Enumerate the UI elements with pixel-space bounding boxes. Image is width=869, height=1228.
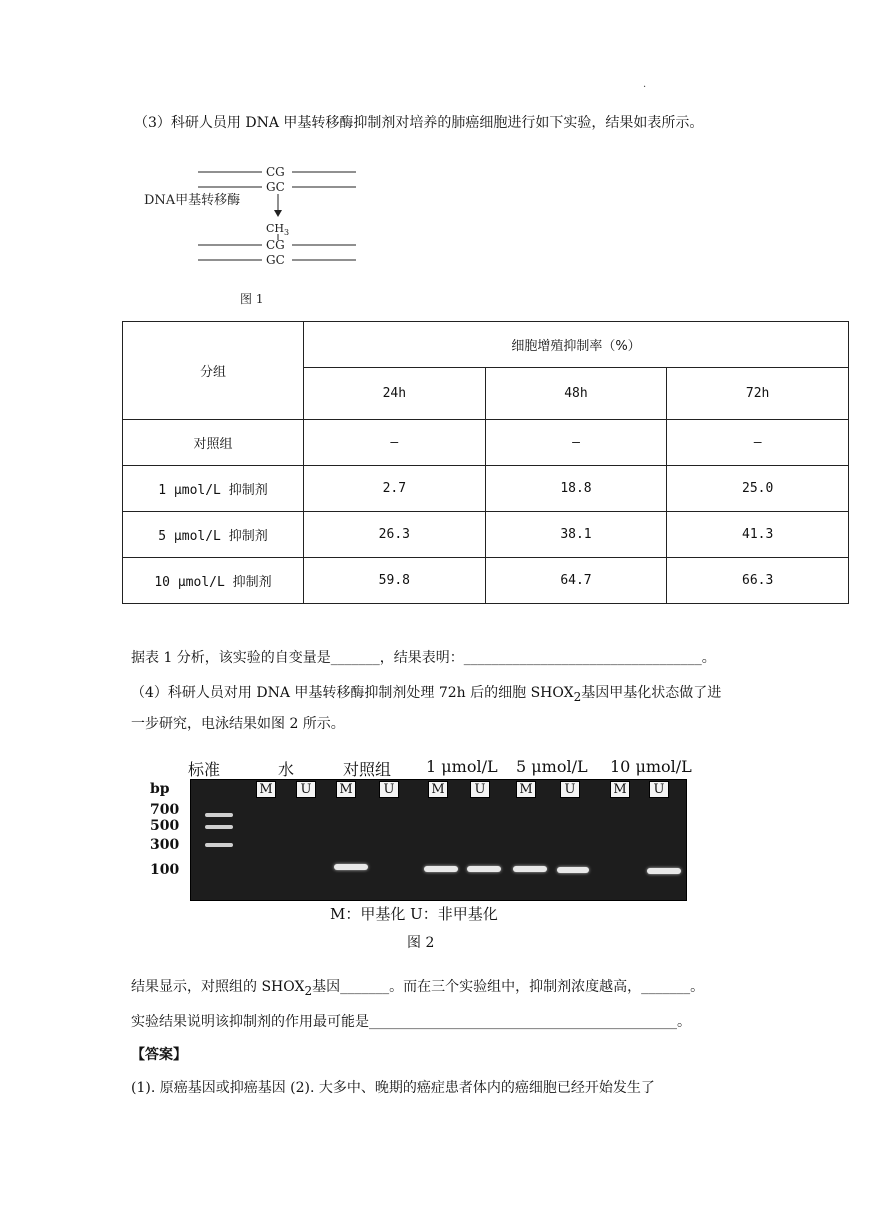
- table-cell: 25.0: [667, 466, 849, 512]
- lane-letter: U: [560, 781, 580, 798]
- question-3-intro: （3）科研人员用 DNA 甲基转移酶抑制剂对培养的肺癌细胞进行如下实验，结果如表所示。: [134, 115, 704, 131]
- lane-letter: M: [256, 781, 276, 798]
- row-group-label: 对照组: [123, 420, 304, 466]
- question-4-line-2: 一步研究，电泳结果如图 2 所示。: [131, 716, 345, 732]
- lane-label-1umol: 1 μmol/L: [426, 757, 498, 776]
- lane-letter: U: [649, 781, 669, 798]
- band-1umol-m: [424, 866, 458, 872]
- table-row: [123, 466, 849, 512]
- table-cell: 66.3: [667, 558, 849, 604]
- row-group-label: 5 μmol/L 抑制剂: [123, 512, 304, 558]
- ladder-band-300: [205, 843, 233, 847]
- question-4-line-1: （4）科研人员对用 DNA 甲基转移酶抑制剂处理 72h 后的细胞 $SHOX_2$基因甲基化状态做了进: [131, 685, 722, 704]
- table-cell: 64.7: [485, 558, 667, 604]
- lane-letter: M: [428, 781, 448, 798]
- arrow-down-icon: [274, 210, 282, 217]
- table-cell: 26.3: [304, 512, 486, 558]
- table-row: [123, 420, 849, 466]
- band-10umol-u: [647, 868, 681, 874]
- lane-letter: M: [336, 781, 356, 798]
- lane-label-5umol: 5 μmol/L: [516, 757, 588, 776]
- gel-legend: M：甲基化 U：非甲基化: [330, 905, 498, 923]
- answer-heading: 【答案】: [131, 1047, 187, 1063]
- lane-letter: U: [379, 781, 399, 798]
- figure-2-gel: [150, 755, 710, 930]
- lane-letter: M: [610, 781, 630, 798]
- band-5umol-m: [513, 866, 547, 872]
- table-cell: —: [485, 420, 667, 466]
- band-control-m: [334, 864, 368, 870]
- figure-2-caption: 图 2: [407, 935, 435, 951]
- table-cell: —: [667, 420, 849, 466]
- fig1-bottom-cg: CG: [266, 238, 285, 252]
- table-row: [123, 512, 849, 558]
- ladder-band-500: [205, 825, 233, 829]
- fig1-top-cg: CG: [266, 165, 285, 179]
- table-cell: 59.8: [304, 558, 486, 604]
- table-cell: 18.8: [485, 466, 667, 512]
- time-header-72h: 72h: [667, 368, 849, 420]
- figure-1-diagram: [140, 160, 380, 315]
- ladder-band-700: [205, 813, 233, 817]
- analysis-line: 据表 1 分析，该实验的自变量是_______，结果表明：__________________________________。: [131, 650, 716, 666]
- result-line: 结果显示，对照组的 $SHOX_2$基因_______。而在三个实验组中，抑制剂浓度越高，_______。: [131, 979, 705, 998]
- table-cell: 38.1: [485, 512, 667, 558]
- fig1-enzyme-label: DNA甲基转移酶: [144, 193, 241, 208]
- lane-letter: U: [296, 781, 316, 798]
- table-cell: —: [304, 420, 486, 466]
- row-group-label: 10 μmol/L 抑制剂: [123, 558, 304, 604]
- lane-label-water: 水: [278, 760, 295, 779]
- inhibition-rate-table: [122, 321, 849, 604]
- table-cell: 41.3: [667, 512, 849, 558]
- corner-mark: ·: [643, 82, 647, 93]
- band-5umol-u: [557, 867, 589, 873]
- lane-label-standard: 标准: [188, 760, 221, 779]
- answer-line: (1). 原癌基因或抑癌基因 (2). 大多中、晚期的癌症患者体内的癌细胞已经开始发生了: [131, 1080, 655, 1096]
- time-header-24h: 24h: [304, 368, 486, 420]
- fig1-bottom-gc: GC: [266, 253, 285, 267]
- lane-label-10umol: 10 μmol/L: [610, 757, 692, 776]
- fig1-methyl-group: $CH_3$: [266, 222, 290, 237]
- conclusion-line: 实验结果说明该抑制剂的作用最可能是____________________________________________。: [131, 1014, 691, 1030]
- bp-unit: bp: [150, 781, 170, 797]
- bp-700: 700: [150, 802, 180, 818]
- group-header: 分组: [123, 322, 304, 420]
- bp-500: 500: [150, 818, 180, 834]
- band-1umol-u: [467, 866, 501, 872]
- rate-header: 细胞增殖抑制率（%）: [304, 322, 849, 368]
- fig1-top-gc: GC: [266, 180, 285, 194]
- time-header-48h: 48h: [485, 368, 667, 420]
- bp-300: 300: [150, 837, 180, 853]
- bp-100: 100: [150, 862, 180, 878]
- lane-letter: M: [516, 781, 536, 798]
- lane-label-control: 对照组: [343, 760, 392, 779]
- figure-1-caption: 图 1: [240, 292, 264, 306]
- table-row: [123, 558, 849, 604]
- row-group-label: 1 μmol/L 抑制剂: [123, 466, 304, 512]
- lane-letter: U: [470, 781, 490, 798]
- table-cell: 2.7: [304, 466, 486, 512]
